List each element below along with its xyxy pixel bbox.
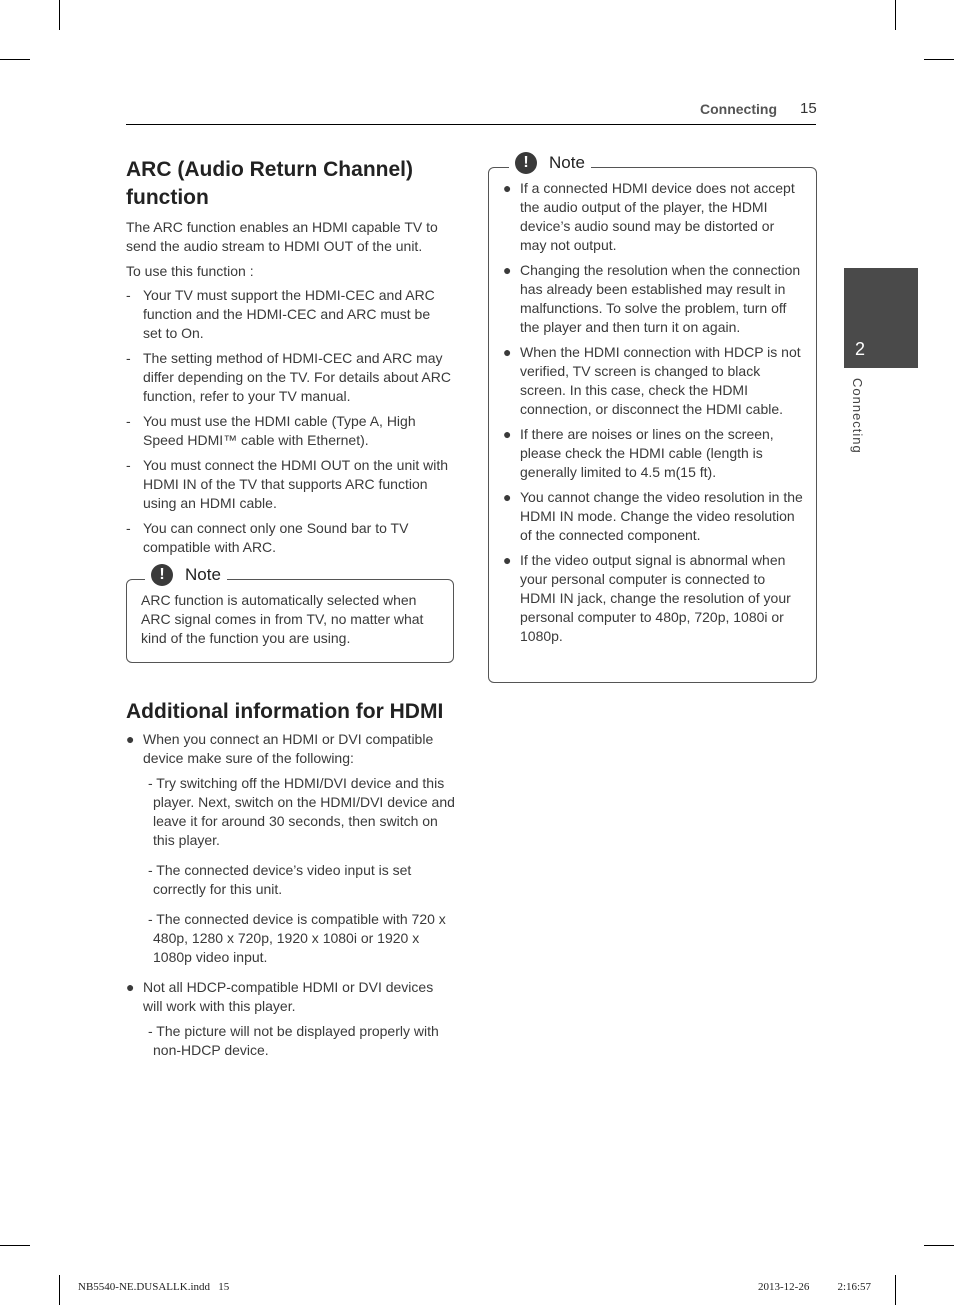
arc-note-header xyxy=(145,564,227,586)
crop-mark xyxy=(895,0,896,30)
arc-requirement: - The setting method of HDMI-CEC and ARC may differ depending on the TV. For details about ARC function, refer to your TV manual. xyxy=(126,350,451,404)
arc-requirement: - You must connect the HDMI OUT on the unit with HDMI IN of the TV that supports ARC function using an HDMI cable. xyxy=(126,457,449,511)
crop-mark xyxy=(59,1275,60,1305)
crop-mark xyxy=(0,59,30,60)
crop-mark xyxy=(895,1275,896,1305)
chapter-label: Connecting xyxy=(850,378,865,454)
hdmi-note-list xyxy=(503,179,803,652)
bullet-dot-icon: ● xyxy=(503,262,512,278)
bullet-dot-icon: ● xyxy=(503,344,512,360)
hdmi-info-bullet: ● When you connect an HDMI or DVI compatible device make sure of the following: xyxy=(126,731,434,766)
hdmi-info-subitem: - The connected device’s video input is set correctly for this unit. xyxy=(148,862,412,897)
print-slug-timestamp: 2013-12-26 ￿￿ 2:16:57 xyxy=(758,1281,872,1293)
hdmi-note-item: ● If a connected HDMI device does not accept the audio output of the player, the HDMI device’s audio sound may be distorted or may not output. xyxy=(503,180,795,253)
chapter-number: 2 xyxy=(855,339,866,359)
crop-mark xyxy=(924,1245,954,1246)
arc-section xyxy=(126,156,451,563)
hdmi-info-heading: Additional information for HDMI xyxy=(126,700,444,723)
hdmi-note-item: ● When the HDMI connection with HDCP is not verified, TV screen is changed to black screen. In this case, check the HDMI connection, or disconnect the HDMI cable. xyxy=(503,344,801,417)
bullet-dot-icon: ● xyxy=(126,731,135,747)
note-title: Note xyxy=(549,153,585,172)
hdmi-note-item: ● Changing the resolution when the connection has already been established may result in malfunctions. To solve the problem, turn off the player and then turn it on again. xyxy=(503,262,801,335)
bullet-dot-icon: ● xyxy=(503,489,512,505)
arc-intro: The ARC function enables an HDMI capable TV to send the audio stream to HDMI OUT of the unit. xyxy=(126,219,438,254)
hdmi-info-subitem: - The connected device is compatible with 720 x 480p, 1280 x 720p, 1920 x 1080i or 1920 x 1080p video input. xyxy=(148,911,446,965)
crop-mark xyxy=(59,0,60,30)
bullet-dot-icon: ● xyxy=(503,552,512,568)
arc-note-box xyxy=(126,565,454,663)
arc-use-label: To use this function : xyxy=(126,263,254,279)
hdmi-note-item: ● You cannot change the video resolution in the HDMI IN mode. Change the video resolution of the connected component. xyxy=(503,489,803,543)
crop-mark xyxy=(924,59,954,60)
arc-requirement: - Your TV must support the HDMI-CEC and ARC function and the HDMI-CEC and ARC must be set to On. xyxy=(126,287,435,341)
arc-requirement: - You must use the HDMI cable (Type A, High Speed HDMI™ cable with Ethernet). xyxy=(126,413,416,448)
hdmi-note-item: ● If the video output signal is abnormal when your personal computer is connected to HDMI IN jack, change the resolution of your personal computer to 480p, 720p, 1080i or 1080p. xyxy=(503,552,791,644)
bullet-dot-icon: ● xyxy=(126,979,135,995)
hdmi-note-item: ● If there are noises or lines on the screen, please check the HDMI cable (length is generally limited to 4.5 m(15 ft). xyxy=(503,426,774,480)
running-header-section: Connecting xyxy=(700,101,777,117)
hdmi-info-subitem: - The picture will not be displayed properly with non-HDCP device. xyxy=(148,1023,439,1058)
hdmi-info-subitem: - Try switching off the HDMI/DVI device and this player. Next, switch on the HDMI/DVI device and leave it for around 30 seconds, then switch on this player. xyxy=(148,775,455,848)
arc-requirement: - You can connect only one Sound bar to TV compatible with ARC. xyxy=(126,520,409,555)
print-slug-file: NB5540-NE.DUSALLK.indd 15 xyxy=(78,1281,230,1293)
exclamation-icon: ! xyxy=(151,564,173,586)
bullet-dot-icon: ● xyxy=(503,426,512,442)
bullet-dot-icon: ● xyxy=(503,180,512,196)
header-rule xyxy=(126,124,816,125)
hdmi-info-section xyxy=(126,698,456,1071)
page-number: 15 xyxy=(800,100,817,117)
arc-heading: ARC (Audio Return Channel) function xyxy=(126,158,413,209)
crop-mark xyxy=(0,1245,30,1246)
exclamation-icon: ! xyxy=(515,152,537,174)
hdmi-info-bullet: ● Not all HDCP-compatible HDMI or DVI devices will work with this player. xyxy=(126,979,434,1014)
hdmi-note-box xyxy=(488,153,817,683)
arc-note-text: ARC function is automatically selected when ARC signal comes in from TV, no matter what kind of the function you are using. xyxy=(141,592,424,646)
note-title: Note xyxy=(185,565,221,584)
hdmi-note-header xyxy=(509,152,591,174)
